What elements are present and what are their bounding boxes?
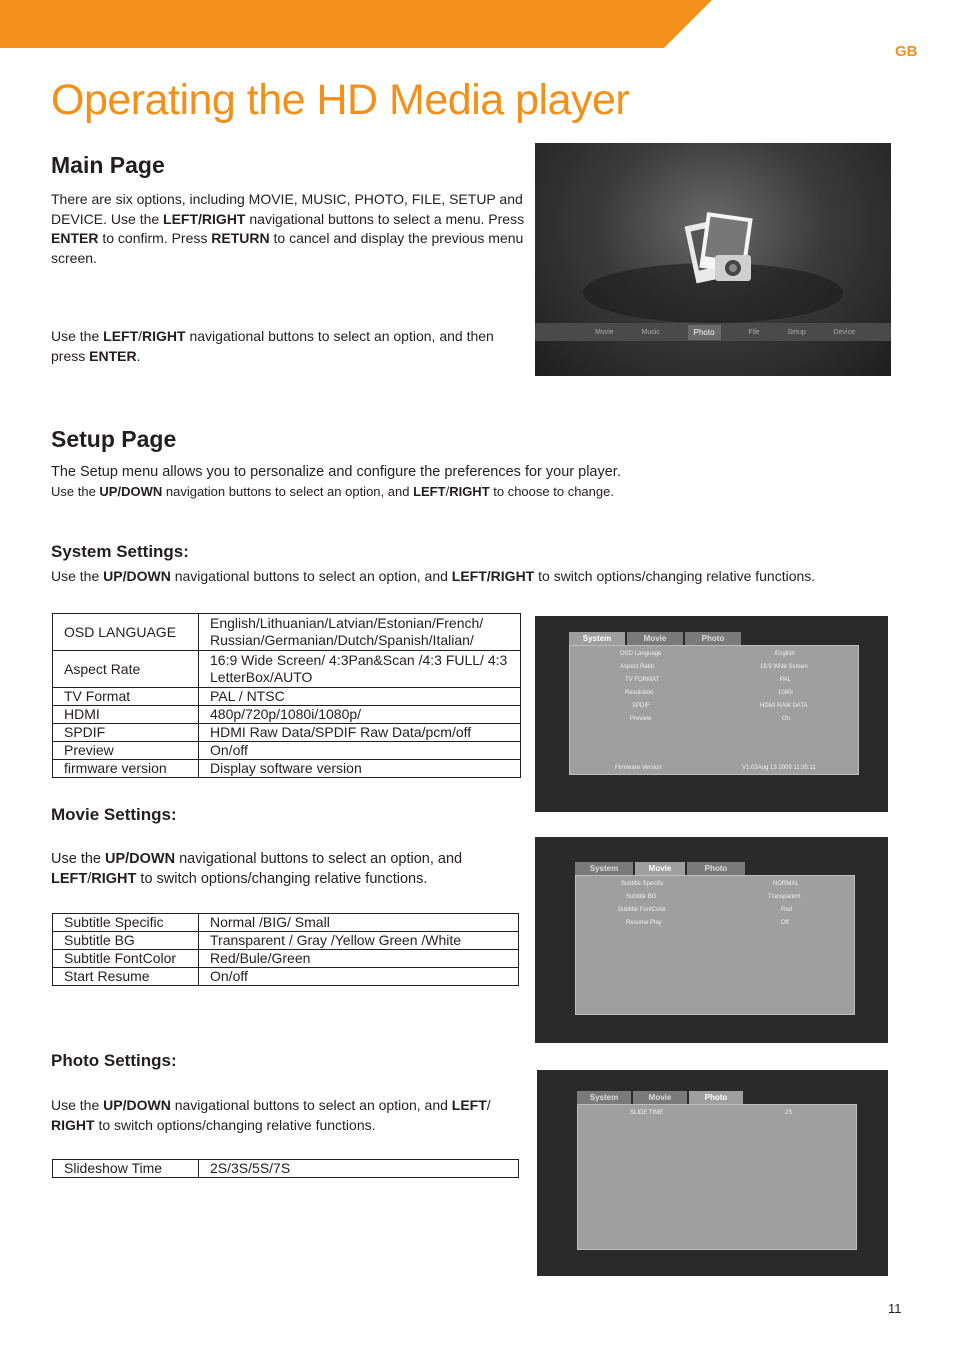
setting-name: Subtitle FontColor (53, 950, 199, 968)
option-label[interactable]: Resolution (625, 690, 654, 696)
system-settings-description: Use the UP/DOWN navigational buttons to select an option, and LEFT/RIGHT to switch options/changing relative functions. (51, 568, 816, 584)
page-number: 11 (888, 1301, 902, 1316)
main-page-description: There are six options, including MOVIE, MUSIC, PHOTO, FILE, SETUP and DEVICE. Use the LEFT/RIGHT navigational buttons to select a menu. Press ENTER to confirm. Press RETURN to cancel and display the previous menu screen. (51, 191, 525, 266)
tab-movie[interactable]: Movie (635, 862, 685, 875)
table-row (53, 1160, 519, 1178)
table-row (53, 688, 521, 706)
tab-movie[interactable]: Movie (633, 1091, 687, 1104)
main-page-instructions: Use the LEFT/RIGHT navigational buttons to select an option, and then press ENTER. (51, 328, 494, 364)
option-value: Off (781, 920, 789, 926)
tab-movie[interactable]: Movie (627, 632, 683, 645)
movie-settings-heading: Movie Settings: (51, 805, 177, 824)
region-code: GB (895, 43, 918, 60)
setting-values: HDMI Raw Data/SPDIF Raw Data/pcm/off (199, 724, 521, 742)
menu-item-photo[interactable]: Photo (688, 325, 721, 340)
photo-settings-description: Use the UP/DOWN navigational buttons to select an option, and LEFT/ RIGHT to switch options/changing relative functions. (51, 1097, 491, 1133)
tab-system[interactable]: System (577, 1091, 631, 1104)
menu-item-music[interactable]: Music (641, 328, 660, 336)
setting-values: Display software version (199, 760, 521, 778)
table-row (53, 742, 521, 760)
setting-values: English/Lithuanian/Latvian/Estonian/French/ Russian/Germanian/Dutch/Spanish/Italian/ (199, 614, 521, 651)
option-label[interactable]: Subtitle Specific (621, 881, 664, 887)
setting-name: Aspect Rate (53, 651, 199, 688)
table-row (53, 706, 521, 724)
system-settings-heading: System Settings: (51, 542, 189, 561)
option-value: 1080i (778, 690, 793, 696)
photo-icon (535, 143, 891, 376)
setting-values: 480p/720p/1080i/1080p/ (199, 706, 521, 724)
setting-values: 2S/3S/5S/7S (199, 1160, 519, 1178)
setting-name: Subtitle Specific (53, 914, 199, 932)
menu-item-movie[interactable]: Movie (595, 328, 614, 336)
settings-panel (575, 875, 855, 1015)
main-page-heading: Main Page (51, 152, 165, 178)
menu-item-file[interactable]: File (748, 328, 760, 336)
option-label[interactable]: Subtitle FontColor (618, 907, 667, 913)
table-row (53, 651, 521, 688)
setting-name: Subtitle BG (53, 932, 199, 950)
menu-item-device[interactable]: Device (833, 328, 855, 336)
table-row (53, 914, 519, 932)
settings-panel (577, 1104, 857, 1250)
setting-values: PAL / NTSC (199, 688, 521, 706)
movie-settings-description: Use the UP/DOWN navigational buttons to select an option, and LEFT/RIGHT to switch options/changing relative functions. (51, 851, 463, 887)
setting-name: Slideshow Time (53, 1160, 199, 1178)
page-title: Operating the HD Media player (51, 76, 630, 124)
option-label[interactable]: TV FORMAT (625, 677, 660, 683)
setup-page-intro: The Setup menu allows you to personalize and configure the preferences for your player. (51, 464, 621, 480)
option-label[interactable]: SPDIF (632, 703, 650, 709)
setting-name: Start Resume (53, 968, 199, 986)
setting-name: HDMI (53, 706, 199, 724)
setting-values: Normal /BIG/ Small (199, 914, 519, 932)
option-label[interactable]: Preview (630, 716, 652, 722)
photo-settings-table (52, 1159, 519, 1178)
settings-panel (569, 645, 859, 775)
option-value: English (775, 651, 795, 657)
table-row (53, 932, 519, 950)
photo-settings-screenshot (537, 1070, 888, 1276)
option-label[interactable]: Resume Play (626, 920, 662, 926)
tab-system[interactable]: System (575, 862, 633, 875)
table-row (53, 760, 521, 778)
option-value: 2S (785, 1110, 793, 1116)
option-value: PAL (780, 677, 791, 683)
tab-system[interactable]: System (569, 632, 625, 645)
option-label[interactable]: Subtitle BG (626, 894, 657, 900)
table-row (53, 724, 521, 742)
system-settings-screenshot (535, 616, 888, 812)
table-row (53, 968, 519, 986)
main-menu-screenshot (535, 143, 891, 376)
option-value: On (782, 716, 791, 722)
movie-settings-table (52, 913, 519, 986)
option-value: NORMAL (773, 881, 799, 887)
option-label[interactable]: OSD Language (620, 651, 662, 657)
setting-values: Red/Bule/Green (199, 950, 519, 968)
menu-item-setup[interactable]: Setup (787, 328, 806, 336)
setting-name: OSD LANGUAGE (53, 614, 199, 651)
header-banner (0, 0, 954, 50)
setting-name: TV Format (53, 688, 199, 706)
setting-values: Transparent / Gray /Yellow Green /White (199, 932, 519, 950)
option-value: 16:9 Wide Screen (760, 664, 808, 670)
option-label[interactable]: Aspect Ratio (620, 664, 655, 670)
tab-photo[interactable]: Photo (687, 862, 745, 875)
firmware-label: Firmware Version (615, 765, 662, 771)
movie-settings-screenshot (535, 837, 888, 1043)
setting-name: SPDIF (53, 724, 199, 742)
tab-photo[interactable]: Photo (685, 632, 741, 645)
setting-name: Preview (53, 742, 199, 760)
photo-settings-heading: Photo Settings: (51, 1051, 177, 1070)
firmware-value: V1.03Aug 13 2009 11:35:11 (742, 765, 816, 771)
table-row (53, 614, 521, 651)
table-row (53, 950, 519, 968)
setting-values: On/off (199, 968, 519, 986)
setting-values: 16:9 Wide Screen/ 4:3Pan&Scan /4:3 FULL/ 4:3 LetterBox/AUTO (199, 651, 521, 688)
option-value: HDMI RAW DATA (760, 703, 808, 709)
tab-photo[interactable]: Photo (689, 1091, 743, 1104)
setting-name: firmware version (53, 760, 199, 778)
setup-page-nav-instructions: Use the UP/DOWN navigation buttons to select an option, and LEFT/RIGHT to choose to change. (51, 484, 614, 499)
option-value: Transparent (768, 894, 801, 900)
option-label[interactable]: SLIDE TIME (630, 1110, 664, 1116)
option-value: Red (781, 907, 793, 913)
setting-values: On/off (199, 742, 521, 760)
setup-page-heading: Setup Page (51, 426, 177, 452)
system-settings-table (52, 613, 521, 778)
